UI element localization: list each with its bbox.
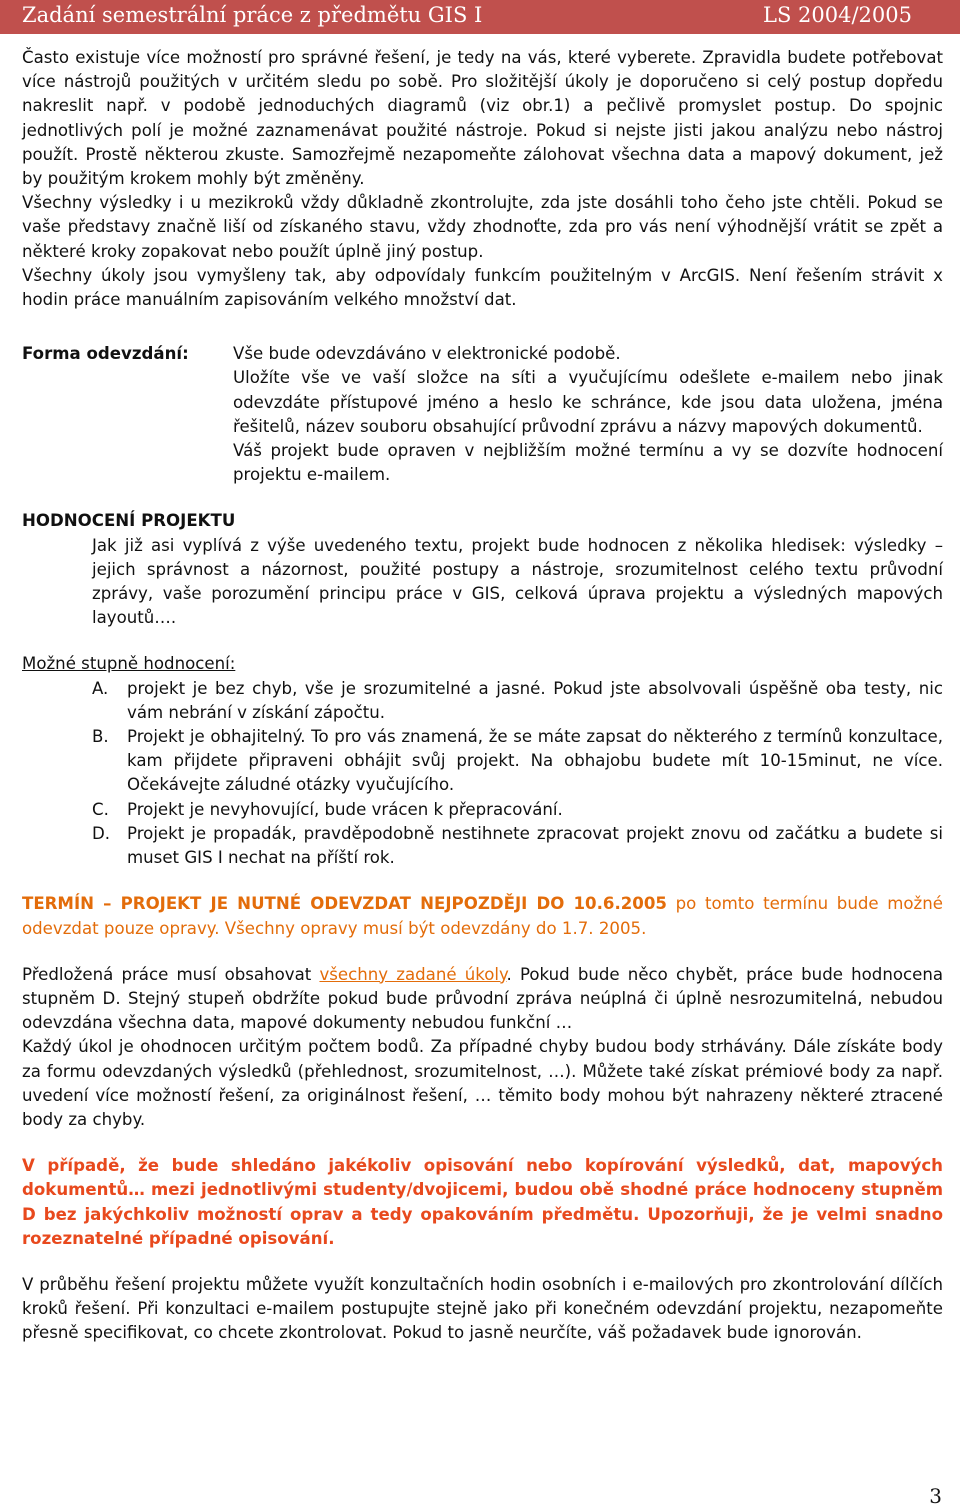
points-paragraph: Každý úkol je ohodnocen určitým počtem bodů. Za případné chyby budou body strhávány. Dále získáte body za formu odevzdaných výsledků (přehlednost, srozumitelnost, …). Můžete také získat prémiové body za např. uvedení více možností řešení, za originálnost řešení, … těmito body mohou být nahrazeny některé ztracené body za chyby. (22, 1037, 943, 1129)
header-title: Zadání semestrální práce z předmětu GIS I (22, 3, 483, 27)
evaluation-heading: HODNOCENÍ PROJEKTU (22, 511, 236, 531)
header-term: LS 2004/2005 (763, 3, 912, 27)
page-header (0, 0, 960, 34)
submission-line-1: Vše bude odevzdáváno v elektronické podobě. (233, 344, 621, 364)
grade-letter: A. (92, 678, 109, 698)
grade-text: Projekt je propadák, pravděpodobně nestihnete zpracovat projekt znovu od začátku a budete si muset GIS I nechat na příští rok. (127, 823, 943, 868)
submission-line-2: Uložíte vše ve vaší složce na síti a vyučujícímu odešlete e-mailem nebo jinak odevzdáte přístupové jméno a heslo ke schránce, kde jsou data uložena, jména řešitelů, název souboru obsahující průvodní zprávu a názvy mapových dokumentů. (233, 368, 943, 436)
grade-letter: C. (92, 799, 109, 819)
grade-text: Projekt je nevyhovující, bude vrácen k přepracování. (127, 799, 563, 819)
deadline-bold: TERMÍN – PROJEKT JE NUTNÉ ODEVZDAT NEJPOZDĚJI DO 10.6.2005 (22, 894, 667, 914)
document-body (22, 46, 943, 1346)
grades-heading: Možné stupně hodnocení: (22, 654, 236, 674)
deadline-rest: po tomto termínu bude možné odevzdat pouze opravy. Všechny opravy musí být odevzdány do 1.7. 2005. (22, 894, 943, 938)
intro-paragraph-1: Často existuje více možností pro správné řešení, je tedy na vás, které vyberete. Zpravidla budete potřebovat více nástrojů použitých v určitém sledu po sobě. Pro složitější úkoly je doporučeno si celý postup dopředu nakreslit např. v podobě jednoduchých diagramů (viz obr.1) a pečlivě promyslet postup. Do spojnic jednotlivých polí je možné zaznamenávat použité nástroje. Pokud si nejste jisti jakou analýzu nebo nástroj použít. Prostě některou zkuste. Samozřejmě nezapomeňte zálohovat všechna data a mapový dokument, jež by použitým krokem mohly být změněny. (22, 48, 943, 189)
submission-form-label: Forma odevzdání: (22, 344, 189, 364)
requirements-after: . Pokud bude něco chybět, práce bude hodnocena stupněm D. Stejný stupeň obdržíte pokud bude průvodní zpráva neúplná či úplně nesrozumitelná, nebudou odevzdána všechna data, mapové dokumenty nebudou funkční … (22, 964, 944, 1033)
evaluation-text: Jak již asi vyplívá z výše uvedeného textu, projekt bude hodnocen z několika hledisek: výsledky – jejich správnost a názornost, použité postupy a nástroje, srozumitelnost celého textu průvodní zprávy, vaše porozumění principu práce v GIS, celková úprava projektu a výsledných mapových layoutů…. (92, 535, 943, 628)
page-number: 3 (929, 1484, 942, 1508)
grade-text: Projekt je obhajitelný. To pro vás znamená, že se máte zapsat do některého z termínů konzultace, kam přijdete připraveni obhájit svůj projekt. Na obhajobu budete mít 10-15minut, ne více. Očekávejte záludné otázky vyučujícího. (127, 727, 943, 795)
grade-item-a (92, 677, 943, 725)
deadline-paragraph (22, 892, 943, 940)
grade-text: projekt je bez chyb, vše je srozumitelné a jasné. Pokud jste absolvovali úspěšně oba testy, nic vám nebrání v získání zápočtu. (127, 678, 943, 722)
consultation-paragraph: V průběhu řešení projektu můžete využít konzultačních hodin osobních i e-mailových pro zkontrolování dílčích kroků řešení. Při konzultaci e-mailem postupujte stejně jako při konečném odevzdání projektu, nezapomeňte přesně specifikovat, co chcete zkontrolovat. Pokud to jasně neurčíte, váš požadavek bude ignorován. (22, 1274, 943, 1343)
grades-list (92, 677, 943, 871)
grade-letter: B. (92, 727, 109, 747)
grade-item-d (92, 822, 943, 870)
grade-letter: D. (92, 823, 111, 843)
grade-item-c (92, 798, 943, 822)
plagiarism-warning: V případě, že bude shledáno jakékoliv opisování nebo kopírování výsledků, dat, mapových dokumentů… mezi jednotlivými studenty/dvojicemi, budou obě shodné práce hodnoceny stupněm D bez jakýchkoliv možností oprav a tedy opakováním předmětu. Upozorňuji, že je velmi snadno rozeznatelné případné opisování. (22, 1156, 943, 1248)
requirements-before: Předložená práce musí obsahovat (22, 964, 320, 984)
grade-item-b (92, 725, 943, 798)
submission-form-body (233, 342, 943, 487)
intro-paragraph-2: Všechny výsledky i u mezikroků vždy důkladně zkontrolujte, zda jste dosáhli toho čeho jste chtěli. Pokud se vaše představy značně liší od získaného stavu, vždy zhodnoťte, zda pro vás není výhodnější vrátit se zpět a některé kroky zopakovat nebo použít úplně jiný postup. (22, 193, 943, 261)
requirements-paragraph (22, 963, 943, 1036)
all-tasks-link[interactable]: všechny zadané úkoly (319, 964, 507, 984)
intro-paragraph-3: Všechny úkoly jsou vymyšleny tak, aby odpovídaly funkcím použitelným v ArcGIS. Není řešením strávit x hodin práce manuálním zapisováním velkého množství dat. (22, 265, 943, 310)
submission-line-3: Váš projekt bude opraven v nejbližším možné termínu a vy se dozvíte hodnocení projektu e-mailem. (233, 441, 943, 485)
submission-form-section (22, 342, 943, 487)
